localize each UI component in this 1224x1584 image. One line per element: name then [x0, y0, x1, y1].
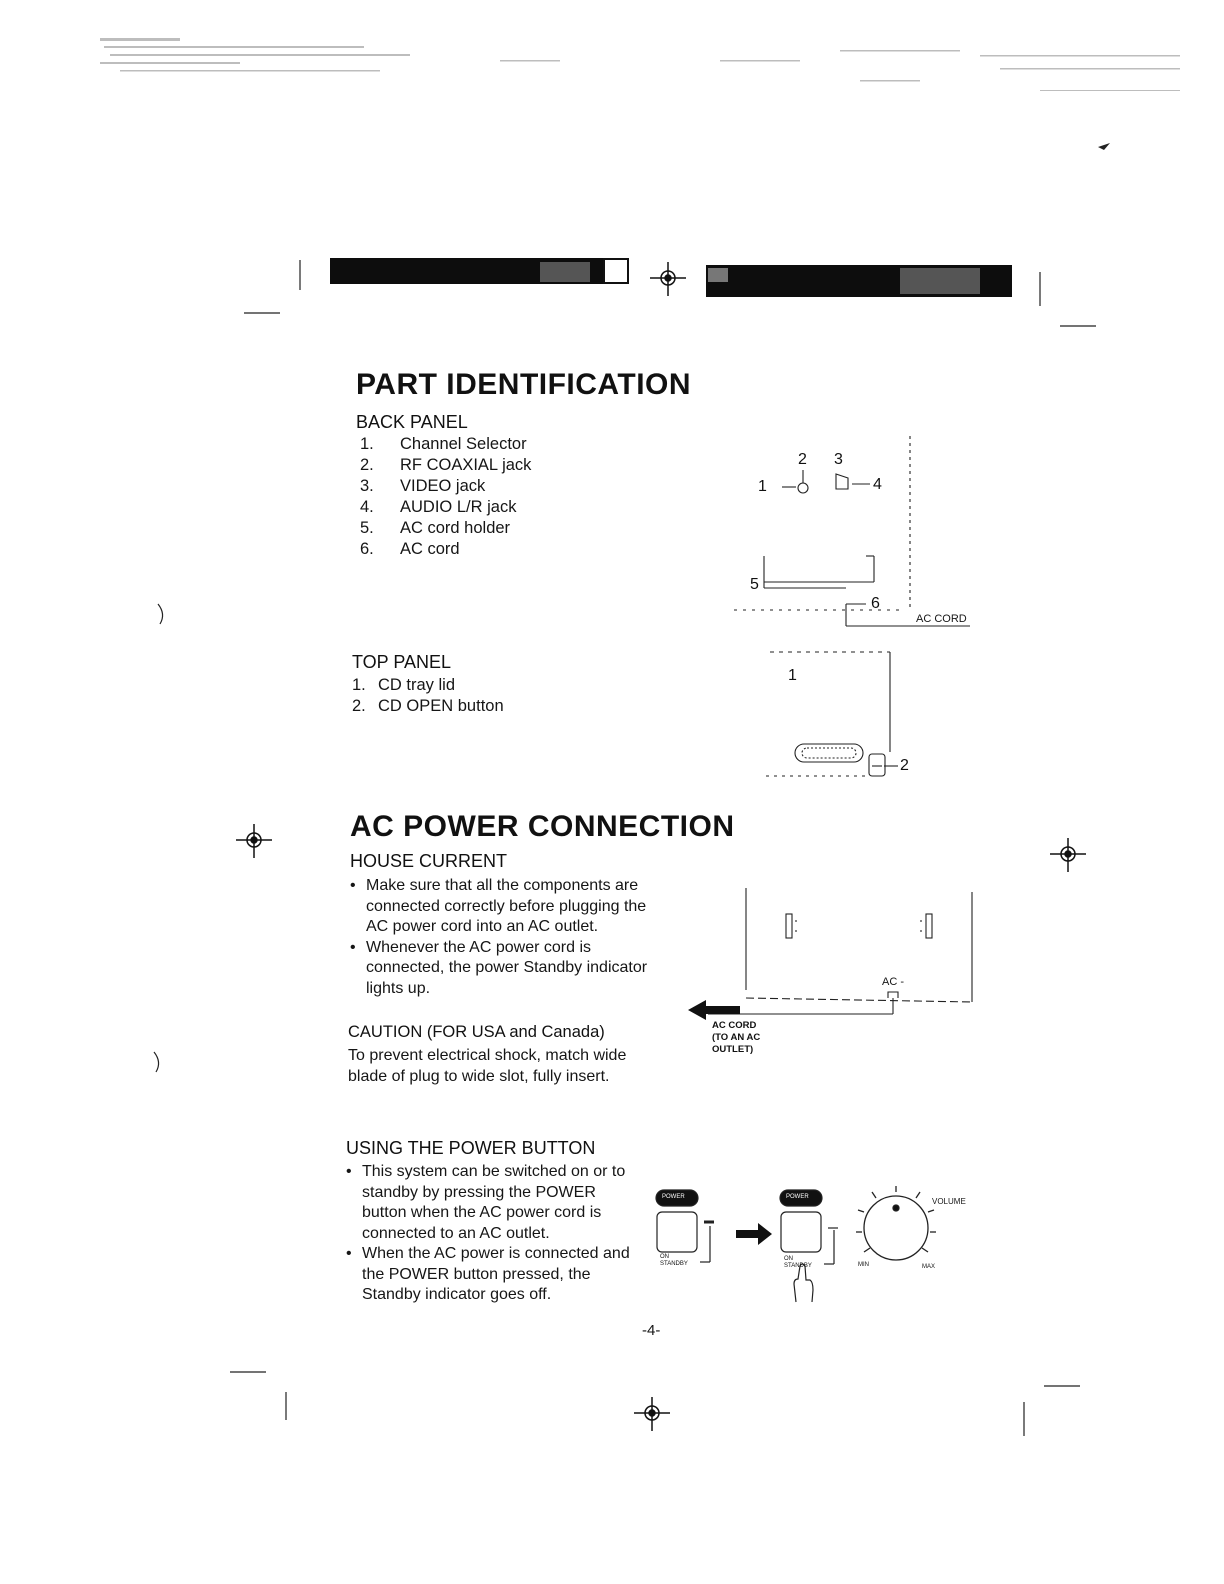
top-panel-heading: TOP PANEL	[352, 652, 452, 672]
state-standby-right: STANDBY	[784, 1263, 812, 1269]
list-item: • Whenever the AC power cord is connected, the power Standby indicator lights up.	[348, 938, 648, 1000]
cord-label-1: AC CORD	[712, 1020, 757, 1031]
state-on-left: ON	[660, 1254, 669, 1260]
callout-4: 4	[873, 476, 882, 493]
item-label: VIDEO jack	[400, 477, 486, 495]
list-item: • When the AC power is connected and the POWER button pressed, the Standby indicator goes off.	[344, 1244, 644, 1306]
list-item: • Make sure that all the components are connected correctly before plugging the AC power cord into an AC outlet.	[348, 876, 648, 938]
item-number: 2.	[352, 697, 366, 715]
top-callout-2: 2	[900, 757, 909, 774]
min-label: MIN	[858, 1262, 869, 1268]
item-number: 1.	[352, 676, 366, 694]
power-button-on-icon	[780, 1190, 838, 1302]
house-current-heading: HOUSE CURRENT	[350, 851, 508, 871]
top-callout-1: 1	[788, 667, 797, 684]
callout-5: 5	[750, 576, 759, 593]
cord-label-3: OUTLET)	[712, 1044, 754, 1055]
page-number: -4-	[642, 1322, 661, 1339]
item-number: 2.	[360, 456, 374, 474]
item-label: CD OPEN button	[378, 697, 504, 715]
part-identification-title: PART IDENTIFICATION	[356, 368, 692, 401]
item-number: 6.	[360, 540, 374, 558]
item-label: AUDIO L/R jack	[400, 498, 517, 516]
volume-knob-icon	[856, 1186, 936, 1260]
cord-label-2: (TO AN AC	[712, 1032, 761, 1043]
item-number: 5.	[360, 519, 374, 537]
item-number: 4.	[360, 498, 374, 516]
max-label: MAX	[922, 1264, 936, 1270]
callout-3: 3	[834, 451, 843, 468]
state-on-right: ON	[784, 1256, 793, 1262]
item-label: AC cord	[400, 540, 460, 558]
ac-label: AC -	[882, 976, 904, 988]
item-number: 1.	[360, 435, 374, 453]
ac-cord-label: AC CORD	[916, 613, 967, 625]
arrow-right-icon	[736, 1223, 772, 1245]
callout-6: 6	[871, 595, 880, 612]
back-panel-heading: BACK PANEL	[356, 412, 468, 432]
power-label-right: POWER	[786, 1194, 809, 1200]
item-label: CD tray lid	[378, 676, 456, 694]
caution-heading: CAUTION (FOR USA and Canada)	[348, 1023, 605, 1041]
caution-text: To prevent electrical shock, match wide blade of plug to wide slot, fully insert.	[348, 1047, 627, 1085]
callout-1: 1	[758, 478, 767, 495]
item-number: 3.	[360, 477, 374, 495]
power-label-left: POWER	[662, 1194, 685, 1200]
ac-power-connection-title: AC POWER CONNECTION	[350, 810, 735, 843]
power-button-off-icon	[656, 1190, 714, 1262]
power-button-heading: USING THE POWER BUTTON	[346, 1138, 596, 1158]
item-label: Channel Selector	[400, 435, 527, 453]
item-label: RF COAXIAL jack	[400, 456, 532, 474]
state-standby-left: STANDBY	[660, 1261, 688, 1267]
callout-2: 2	[798, 451, 807, 468]
list-item: • This system can be switched on or to standby by pressing the POWER button when the AC power cord is connected to an AC outlet.	[344, 1162, 644, 1244]
item-label: AC cord holder	[400, 519, 511, 537]
volume-label: VOLUME	[932, 1197, 966, 1206]
